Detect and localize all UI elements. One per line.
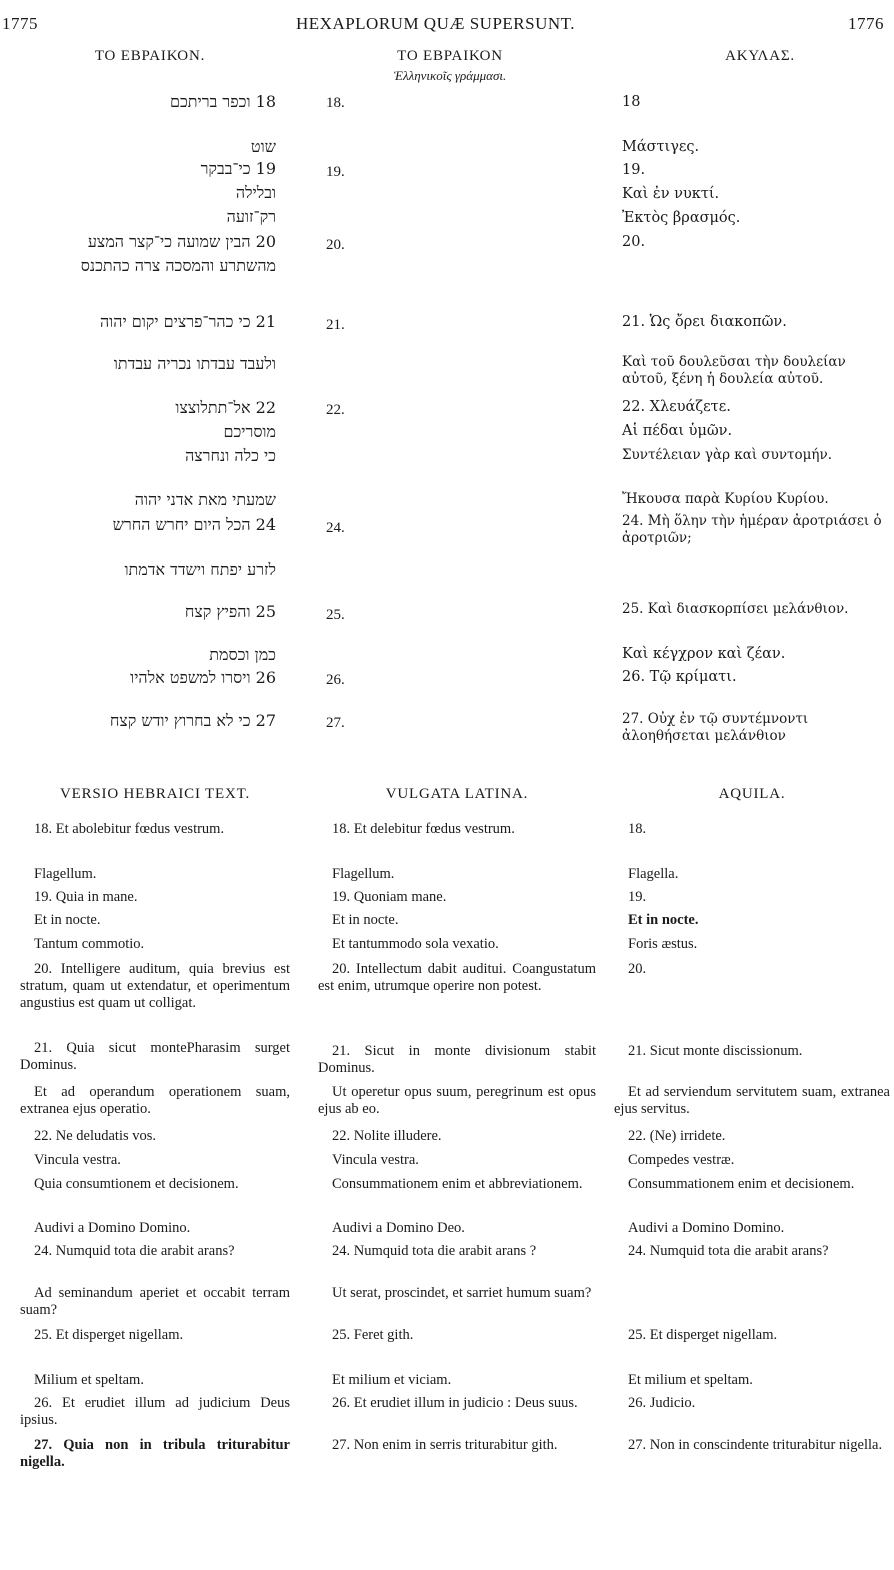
- aquila-latin-line: Compedes vestræ.: [628, 1152, 735, 1168]
- hebrew-line: שוט: [250, 137, 276, 156]
- vulgata-line: 26. Et erudiet illum in judicio : Deus suus.: [332, 1395, 578, 1411]
- column-header-vulgata: VULGATA LATINA.: [385, 786, 529, 802]
- aquila-latin-line: 26. Judicio.: [628, 1395, 696, 1411]
- hebrew-line: ולעבד עבדתו נכריה עבדתו: [113, 354, 276, 373]
- vulgata-line: Et in nocte.: [332, 912, 399, 928]
- versio-line: 24. Numquid tota die arabit arans?: [34, 1243, 235, 1259]
- hebrew-line: 25 והפיץ קצח: [184, 602, 276, 621]
- versio-line: 20. Intelligere auditum, quia brevius est stratum, quam ut extendatur, et operimentum angustius est quam ut colligat.: [20, 961, 290, 1011]
- vulgata-line: Audivi a Domino Deo.: [332, 1220, 465, 1236]
- hebrew-line: מהשתרע והמסכה צרה כהתכנס: [80, 256, 276, 275]
- running-title: HEXAPLORUM QUÆ SUPERSUNT.: [296, 14, 576, 33]
- vulgata-line: Et tantummodo sola vexatio.: [332, 936, 499, 952]
- hebrew-line: 18 וכפר בריתכם: [169, 92, 276, 111]
- versio-line: Vincula vestra.: [34, 1152, 121, 1168]
- greek-line: Καὶ κέγχρον καὶ ζέαν.: [622, 646, 786, 662]
- greek-line: Αἱ πέδαι ὑμῶν.: [622, 423, 733, 439]
- greek-line: 26. Τῷ κρίματι.: [622, 669, 737, 685]
- hebrew-line: 26 ויסרו למשפט אלהיו: [130, 668, 276, 687]
- versio-line: 26. Et erudiet illum ad judicium Deus ipsius.: [20, 1395, 290, 1428]
- vulgata-line: Flagellum.: [332, 866, 395, 882]
- versio-line: Et ad operandum operationem suam, extranea ejus operatio.: [20, 1084, 290, 1117]
- aquila-latin-line: Foris æstus.: [628, 936, 698, 952]
- aquila-latin-line: Consummationem enim et decisionem.: [628, 1176, 855, 1192]
- hebrew-line: 19 כי־בבקר: [200, 159, 276, 178]
- aquila-latin-line: Et ad serviendum servitutem suam, extranea ejus servitus.: [614, 1084, 890, 1117]
- column-header-translit: ΤΟ ΕΒΡΑΙΚΟΝ: [397, 48, 503, 64]
- hebrew-line: כי כלה ונחרצה: [185, 446, 276, 465]
- greek-line: Καὶ ἐν νυκτί.: [622, 186, 720, 202]
- page-number-left: 1775: [2, 14, 38, 33]
- versio-line: 25. Et disperget nigellam.: [34, 1327, 184, 1343]
- vulgata-line: 24. Numquid tota die arabit arans ?: [332, 1243, 537, 1259]
- versio-line: 19. Quia in mane.: [34, 889, 138, 905]
- versio-line: Audivi a Domino Domino.: [34, 1220, 191, 1236]
- versio-line: 22. Ne deludatis vos.: [34, 1128, 157, 1144]
- aquila-latin-line: Flagella.: [628, 866, 679, 882]
- aquila-latin-line: 24. Numquid tota die arabit arans?: [628, 1243, 829, 1259]
- column-header-versio: VERSIO HEBRAICI TEXT.: [60, 786, 250, 802]
- greek-line: 19.: [622, 162, 646, 178]
- vulgata-line: Consummationem enim et abbreviationem.: [332, 1176, 583, 1192]
- greek-line: Καὶ τοῦ δουλεῦσαι τὴν δουλείαν αὐτοῦ, ξένη ἡ δουλεία αὐτοῦ.: [622, 354, 846, 387]
- aquila-latin-line: 18.: [628, 821, 647, 837]
- hebrew-line: 27 כי לא בחרוץ יודש קצח: [109, 711, 276, 730]
- vulgata-line: 19. Quoniam mane.: [332, 889, 447, 905]
- hebrew-line: ובלילה: [235, 183, 276, 202]
- greek-line: 25. Καὶ διασκορπίσει μελάνθιον.: [622, 601, 849, 617]
- vulgata-line: 20. Intellectum dabit auditui. Coangustatum est enim, utrumque operire non potest.: [318, 961, 596, 994]
- vulgata-line: 25. Feret gith.: [332, 1327, 414, 1343]
- versio-line: 27. Quia non in tribula triturabitur nigella.: [20, 1437, 290, 1470]
- vulgata-line: 21. Sicut in monte divisionum stabit Dominus.: [318, 1043, 596, 1076]
- greek-line: 18: [622, 94, 641, 110]
- versio-line: 18. Et abolebitur fœdus vestrum.: [34, 821, 225, 837]
- greek-line: 27. Οὐχ ἐν τῷ συντέμνοντι ἀλοηθήσεται μελάνθιον: [622, 711, 809, 744]
- aquila-latin-line: Audivi a Domino Domino.: [628, 1220, 785, 1236]
- vulgata-line: 18. Et delebitur fœdus vestrum.: [332, 821, 515, 837]
- versio-line: Flagellum.: [34, 866, 97, 882]
- versio-line: Milium et speltam.: [34, 1372, 144, 1388]
- aquila-latin-line: 20.: [628, 961, 647, 977]
- translit-verse-number: 21.: [326, 317, 345, 333]
- column-header-aquila-greek: ΑΚΥΛΑΣ.: [725, 48, 795, 64]
- translit-verse-number: 27.: [326, 715, 345, 731]
- hebrew-line: 20 הבין שמועה כי־קצר המצע: [87, 232, 276, 251]
- translit-verse-number: 20.: [326, 237, 345, 253]
- greek-line: Συντέλειαν γὰρ καὶ συντομήν.: [622, 447, 833, 463]
- translit-verse-number: 25.: [326, 607, 345, 623]
- aquila-latin-line: 21. Sicut monte discissionum.: [628, 1043, 803, 1059]
- versio-line: Et in nocte.: [34, 912, 101, 928]
- hebrew-line: מוסריכם: [223, 422, 276, 441]
- hebrew-line: רק־זועה: [226, 207, 276, 226]
- versio-line: 21. Quia sicut montePharasim surget Dominus.: [20, 1040, 290, 1073]
- versio-line: Quia consumtionem et decisionem.: [34, 1176, 239, 1192]
- aquila-latin-line: 22. (Ne) irridete.: [628, 1128, 726, 1144]
- aquila-latin-line: 27. Non in conscindente triturabitur nigella.: [628, 1437, 883, 1453]
- translit-verse-number: 24.: [326, 520, 345, 536]
- hebrew-line: שמעתי מאת אדני יהוה: [134, 490, 276, 509]
- greek-line: 22. Χλευάζετε.: [622, 399, 731, 415]
- vulgata-line: Ut operetur opus suum, peregrinum est opus ejus ab eo.: [318, 1084, 596, 1117]
- greek-line: Ἐκτὸς βρασμός.: [622, 210, 741, 226]
- vulgata-line: 27. Non enim in serris triturabitur gith.: [332, 1437, 558, 1453]
- hebrew-line: 21 כי כהר־פרצים יקום יהוה: [99, 312, 276, 331]
- greek-line: 24. Μὴ ὅλην τὴν ἡμέραν ἀροτριάσει ὁ ἀροτριῶν;: [622, 513, 882, 546]
- versio-line: Tantum commotio.: [34, 936, 145, 952]
- greek-line: 20.: [622, 234, 646, 250]
- hebrew-line: 22 אל־תתלוצצו: [175, 398, 276, 417]
- hebrew-line: כמן וכסמת: [209, 645, 276, 664]
- translit-verse-number: 19.: [326, 164, 345, 180]
- hebrew-line: לזרע יפתח וישדד אדמתו: [124, 560, 276, 579]
- column-header-hebrew: ΤΟ ΕΒΡΑΙΚΟΝ.: [94, 48, 206, 64]
- aquila-latin-line: Et milium et speltam.: [628, 1372, 753, 1388]
- vulgata-line: 22. Nolite illudere.: [332, 1128, 442, 1144]
- translit-verse-number: 22.: [326, 402, 345, 418]
- column-subheader-translit: Ἑλληνικοῖς γράμμασι.: [393, 68, 507, 83]
- vulgata-line: Ut serat, proscindet, et sarriet humum suam?: [332, 1285, 592, 1301]
- greek-line: 21. Ὡς ὄρει διακοπῶν.: [622, 314, 787, 330]
- hebrew-line: 24 הכל היום יחרש החרש: [112, 515, 276, 534]
- page-number-right: 1776: [848, 14, 884, 33]
- greek-line: Ἤκουσα παρὰ Κυρίου Κυρίου.: [622, 491, 829, 507]
- versio-line: Ad seminandum aperiet et occabit terram suam?: [20, 1285, 290, 1318]
- translit-verse-number: 18.: [326, 95, 345, 111]
- aquila-latin-line: Et in nocte.: [628, 912, 699, 928]
- greek-line: Μάστιγες.: [622, 139, 700, 155]
- column-header-aquila-latin: AQUILA.: [718, 786, 786, 802]
- vulgata-line: Vincula vestra.: [332, 1152, 419, 1168]
- aquila-latin-line: 25. Et disperget nigellam.: [628, 1327, 778, 1343]
- translit-verse-number: 26.: [326, 672, 345, 688]
- aquila-latin-line: 19.: [628, 889, 647, 905]
- vulgata-line: Et milium et viciam.: [332, 1372, 452, 1388]
